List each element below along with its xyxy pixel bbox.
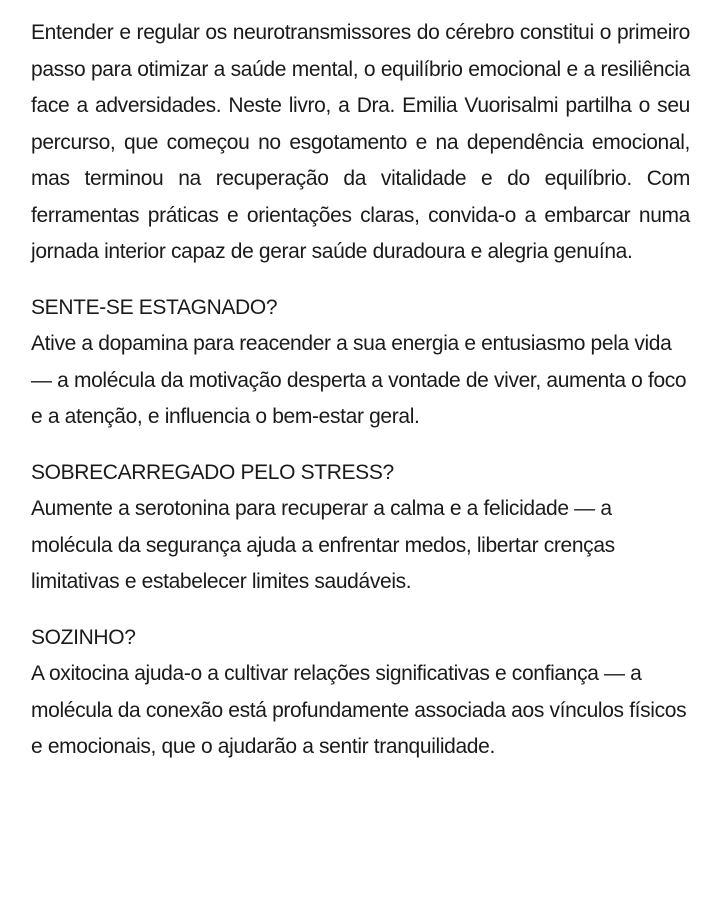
section-heading: SOBRECARREGADO PELO STRESS? xyxy=(31,460,394,484)
section-heading: SENTE-SE ESTAGNADO? xyxy=(31,295,278,319)
section-dopamine xyxy=(31,290,690,436)
intro-paragraph: Entender e regular os neurotransmissores do cérebro constitui o primeiro passo para otimizar a saúde mental, o equilíbrio emocional e a resiliência face a adversidades. Neste livro, a Dra. Emilia Vuorisalmi partilha o seu percurso, que começou no esgotamento e na dependência emocional, mas terminou na recuperação da vitalidade e do equilíbrio. Com ferramentas práticas e orientações claras, convida-o a embarcar numa jornada interior capaz de gerar saúde duradoura e alegria genuína. xyxy=(31,21,690,263)
section-body: A oxitocina ajuda-o a cultivar relações significativas e confiança — a molécula da conexão está profundamente associada aos vínculos físicos e emocionais, que o ajudarão a sentir tranquilidade. xyxy=(31,662,687,758)
section-heading: SOZINHO? xyxy=(31,625,136,649)
section-body: Ative a dopamina para reacender a sua energia e entusiasmo pela vida — a molécula da motivação desperta a vontade de viver, aumenta o foco e a atenção, e influencia o bem-estar geral. xyxy=(31,332,687,428)
section-body: Aumente a serotonina para recuperar a calma e a felicidade — a molécula da segurança ajuda a enfrentar medos, libertar crenças limitativas e estabelecer limites saudáveis. xyxy=(31,497,615,593)
section-serotonin xyxy=(31,455,690,601)
section-oxytocin xyxy=(31,620,690,766)
